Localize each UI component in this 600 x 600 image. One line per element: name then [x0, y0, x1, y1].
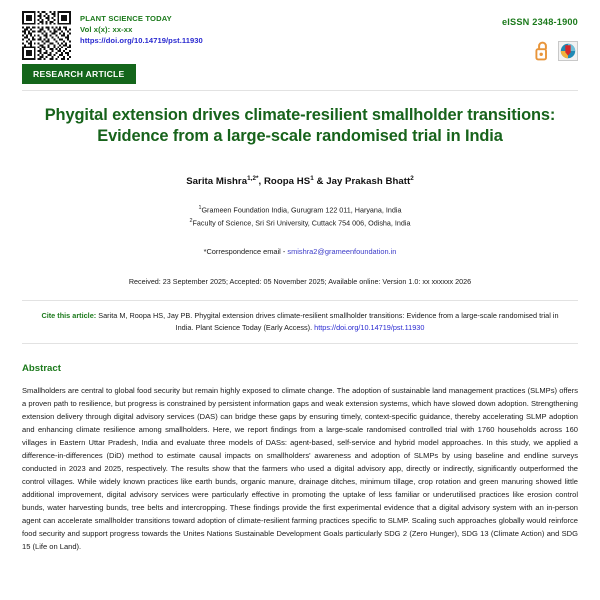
affiliation-2	[22, 217, 578, 230]
open-access-lock-icon[interactable]	[535, 40, 550, 61]
author-list: Sarita Mishra$^{1,2*}$, Roopa $HS^1$ & Jay Prakash Bhatt$^2$	[186, 174, 414, 187]
author-name-1: Sarita Mishra	[186, 175, 248, 187]
qr-code-icon	[22, 11, 71, 60]
abstract-text: Smallholders are central to global food security but remain highly exposed to climate change. The adoption of sustainable land management practices (SLMPs) offers a proven path to resilience, but progress is constrained by persistent information gaps and weak extension systems, which have slowed down adoption. Strengthening extension delivery through digital advisory services (DAS) can bridge these gaps by ensuring timely, context-specific guidance, thereby accelerating SLMP adoption and enhancing climate resilience among smallholders. Here, we report findings from a large-scale randomised controlled trial with 1760 households across 160 villages in Eastern Uttar Pradesh, India and evaluate three models of DASs: agent-based, self-service and hybrid model approaches. In this study, we applied a difference-in-differences (DiD) method to estimate causal impacts on smallholders' awareness and adoption of SLMPs by using baseline and endline surveys conducted in 2023 and 2025, respectively. The results show that the farmers who used a digital advisory app, directly or indirectly, significantly outperformed the control villages. While widely known practices like earth bunds, organic manure, drainage ditches, minimum tillage, crop rotation and green manuring showed little additional improvement, digital advisory services were particularly effective in promoting the uptake of less familiar or underutilised practices like erosion control bunds, water harvesting bunds, tree belts and intercropping. These findings provide the first experimental evidence that a digital advisory system with an in-person agent can accelerate smallholder transitions toward adoption of climate-resilient farming practices specific to SLMP. Scaling such approaches globally would reinforce food security and support progress towards the Unites Nations Sustainable Development Goals particularly SDG 2 (Zero Hunger), SDG 13 (Climate Action) and SDG 15 (Life on Land).	[22, 386, 578, 552]
research-article-tag: RESEARCH ARTICLE	[22, 64, 136, 84]
eissn-label: eISSN 2348-1900	[501, 17, 578, 27]
affiliation-text-1: Grameen Foundation India, Gurugram 122 011, Haryana, India	[201, 205, 402, 215]
author-name-2: Roopa HS	[263, 175, 311, 187]
author-sup-2: 1	[310, 174, 314, 182]
citation-label: Cite this article:	[41, 310, 97, 320]
affiliation-list	[22, 204, 578, 230]
journal-doi-link[interactable]: https://doi.org/10.14719/pst.11930	[80, 36, 203, 45]
publication-dates: Received: 23 September 2025; Accepted: 05 November 2025; Available online: Version 1.0: xx xxxxxx 2026	[128, 276, 472, 286]
masthead	[22, 0, 578, 61]
journal-name: PLANT SCIENCE TODAY	[80, 14, 172, 23]
article-type-row	[22, 64, 578, 84]
journal-identity	[80, 11, 203, 46]
journal-volume: Vol x(x): xx-xx	[80, 25, 133, 34]
crossmark-badge-icon[interactable]	[558, 41, 578, 61]
affiliation-sup-1: 1	[198, 204, 202, 211]
affiliation-1	[22, 204, 578, 217]
header-divider	[22, 90, 578, 91]
citation-text	[22, 301, 578, 344]
author-sup-3: 2	[410, 174, 414, 182]
citation-bottom-divider	[22, 343, 578, 344]
correspondence-label: *Correspondence email -	[203, 246, 288, 256]
masthead-left	[22, 11, 203, 60]
author-name-3: Jay Prakash Bhatt	[326, 175, 411, 187]
citation-body: Sarita M, Roopa HS, Jay PB. Phygital extension drives climate-resilient smallholder transitions: Evidence from a large-scale randomised trial in India. Plant Science Today (Early Access).	[96, 310, 559, 332]
correspondence-email-link[interactable]: smishra2@grameenfoundation.in	[287, 246, 397, 256]
masthead-right	[502, 11, 578, 61]
abstract-heading: Abstract	[22, 363, 61, 375]
author-sup-1: 1,2*	[247, 174, 259, 182]
affiliation-text-2: Faculty of Science, Sri Sri University, Cuttack 754 006, Odisha, India	[192, 218, 411, 228]
page-title: Phygital extension drives climate-resilient smallholder transitions: Evidence from a large-scale randomised trial in India	[44, 106, 556, 146]
citation-block	[22, 300, 578, 345]
citation-doi-link[interactable]: https://doi.org/10.14719/pst.11930	[314, 322, 425, 332]
badge-group	[502, 40, 578, 61]
affiliation-sup-2: 2	[189, 217, 193, 224]
correspondence-line	[22, 247, 578, 256]
